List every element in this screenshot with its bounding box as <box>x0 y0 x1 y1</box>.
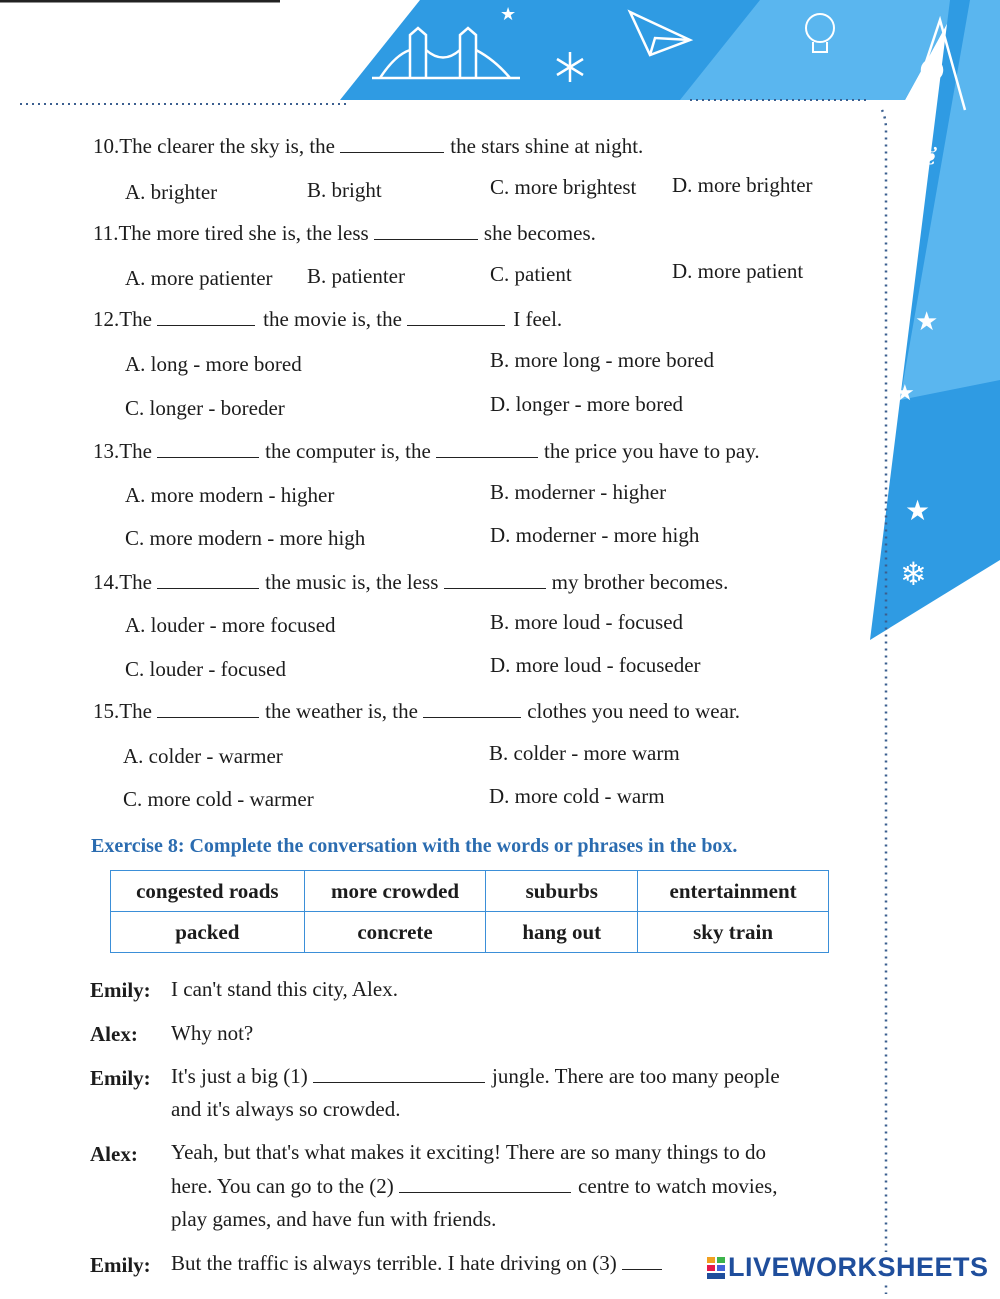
dialogue-text: here. You can go to the (2) <box>171 1174 400 1198</box>
question-text: The <box>119 570 158 594</box>
header-banner <box>0 0 1000 110</box>
question-text: she becomes. <box>483 221 596 245</box>
option-d[interactable]: D. more loud - focuseder <box>490 653 701 677</box>
option-c[interactable]: C. longer - boreder <box>125 396 285 420</box>
dialogue-line: Why not? <box>171 1021 254 1045</box>
question-number: 12. <box>93 307 120 331</box>
dialogue-line: play games, and have fun with friends. <box>171 1207 497 1231</box>
option-b[interactable]: B. colder - more warm <box>489 741 680 765</box>
answer-blank[interactable] <box>423 699 521 718</box>
question-number: 15. <box>93 699 120 723</box>
option-c[interactable]: C. patient <box>490 262 572 286</box>
option-c[interactable]: C. louder - focused <box>125 657 286 681</box>
answer-blank[interactable] <box>444 570 546 589</box>
word-cell: sky train <box>638 912 829 953</box>
speaker-label: Emily: <box>90 1066 151 1090</box>
question-13 <box>93 439 760 464</box>
answer-blank[interactable] <box>157 699 259 718</box>
dialogue-line: and it's always so crowded. <box>171 1097 401 1121</box>
answer-blank[interactable] <box>157 570 259 589</box>
speaker-label: Alex: <box>90 1142 138 1166</box>
word-cell: packed <box>111 912 305 953</box>
question-10 <box>93 134 643 159</box>
option-d[interactable]: D. more patient <box>672 259 804 283</box>
dialogue-line <box>171 1174 777 1199</box>
dialogue-text: jungle. There are too many people <box>492 1064 780 1088</box>
question-text: the weather is, the <box>265 699 424 723</box>
header-decoration <box>0 0 1000 110</box>
answer-blank[interactable] <box>157 439 259 458</box>
question-text: the movie is, the <box>263 307 408 331</box>
option-b[interactable]: B. bright <box>307 178 382 202</box>
speaker-label: Emily: <box>90 978 151 1002</box>
answer-blank[interactable] <box>374 221 478 240</box>
question-number: 11. <box>93 221 119 245</box>
exercise-title: Exercise 8: Complete the conversation with the words or phrases in the box. <box>91 835 738 857</box>
dialogue-text: centre to watch movies, <box>578 1174 778 1198</box>
liveworksheets-logo <box>703 1252 993 1283</box>
option-a[interactable]: A. colder - warmer <box>123 744 283 768</box>
side-decoration-art <box>870 0 1000 1294</box>
question-text: The <box>119 699 158 723</box>
option-a[interactable]: A. brighter <box>125 180 218 204</box>
option-d[interactable]: D. longer - more bored <box>490 392 684 416</box>
option-a[interactable]: A. louder - more focused <box>125 613 336 637</box>
question-number: 10. <box>93 134 120 158</box>
question-11 <box>93 221 596 246</box>
answer-blank[interactable] <box>157 307 255 326</box>
question-15 <box>93 699 740 724</box>
option-a[interactable]: A. long - more bored <box>125 352 302 376</box>
option-b[interactable]: B. more loud - focused <box>490 610 684 634</box>
answer-blank[interactable] <box>340 134 444 153</box>
answer-blank[interactable] <box>436 439 538 458</box>
logo-icon <box>707 1257 725 1279</box>
speaker-label: Alex: <box>90 1022 138 1046</box>
star-icon: ★ <box>895 380 915 405</box>
answer-blank[interactable] <box>407 307 505 326</box>
word-cell: congested roads <box>111 871 305 912</box>
option-d[interactable]: D. more brighter <box>672 173 813 197</box>
question-14 <box>93 570 728 595</box>
answer-blank-3[interactable] <box>622 1251 662 1270</box>
question-text: I feel. <box>513 307 563 331</box>
side-decoration <box>870 0 1000 1294</box>
question-text: The <box>119 307 158 331</box>
option-b[interactable]: B. patienter <box>307 264 405 288</box>
question-number: 13. <box>93 439 120 463</box>
dialogue-line <box>171 1251 662 1276</box>
butterfly-icon: ❦ <box>918 142 940 171</box>
option-c[interactable]: C. more cold - warmer <box>123 787 314 811</box>
question-number: 14. <box>93 570 120 594</box>
dialogue-text: But the traffic is always terrible. I hate driving on (3) <box>171 1251 622 1275</box>
logo-text: LIVEWORKSHEETS <box>728 1252 989 1282</box>
word-cell: suburbs <box>486 871 638 912</box>
question-text: clothes you need to wear. <box>527 699 741 723</box>
word-box-row <box>111 912 829 953</box>
dialogue-line: Yeah, but that's what makes it exciting! There are so many things to do <box>171 1140 766 1164</box>
option-a[interactable]: A. more modern - higher <box>125 483 335 507</box>
speaker-label: Emily: <box>90 1253 151 1277</box>
question-text: my brother becomes. <box>551 570 729 594</box>
question-text: the computer is, the <box>265 439 437 463</box>
question-text: The <box>119 439 158 463</box>
answer-blank-1[interactable] <box>313 1064 485 1083</box>
word-box <box>110 870 829 953</box>
word-cell: entertainment <box>638 871 829 912</box>
option-a[interactable]: A. more patienter <box>125 266 273 290</box>
star-icon: ★ <box>905 496 931 527</box>
question-12 <box>93 307 562 332</box>
star-icon: ★ <box>500 4 517 24</box>
option-b[interactable]: B. moderner - higher <box>490 480 667 504</box>
word-cell: more crowded <box>304 871 486 912</box>
snowflake-icon: ❄ <box>900 556 927 592</box>
question-text: the stars shine at night. <box>450 134 644 158</box>
question-text: The clearer the sky is, the <box>119 134 341 158</box>
dialogue-line <box>171 1064 780 1089</box>
question-text: the music is, the less <box>265 570 444 594</box>
option-d[interactable]: D. moderner - more high <box>490 523 700 547</box>
option-c[interactable]: C. more modern - more high <box>125 526 366 550</box>
answer-blank-2[interactable] <box>399 1174 571 1193</box>
word-cell: hang out <box>486 912 638 953</box>
question-text: the price you have to pay. <box>544 439 760 463</box>
question-text: The more tired she is, the less <box>118 221 374 245</box>
word-cell: concrete <box>304 912 486 953</box>
word-box-row <box>111 871 829 912</box>
dialogue-text: It's just a big (1) <box>171 1064 314 1088</box>
option-d[interactable]: D. more cold - warm <box>489 784 665 808</box>
option-c[interactable]: C. more brightest <box>490 175 637 199</box>
option-b[interactable]: B. more long - more bored <box>490 348 714 372</box>
dialogue-line: I can't stand this city, Alex. <box>171 977 398 1001</box>
star-icon: ★ <box>915 307 939 336</box>
